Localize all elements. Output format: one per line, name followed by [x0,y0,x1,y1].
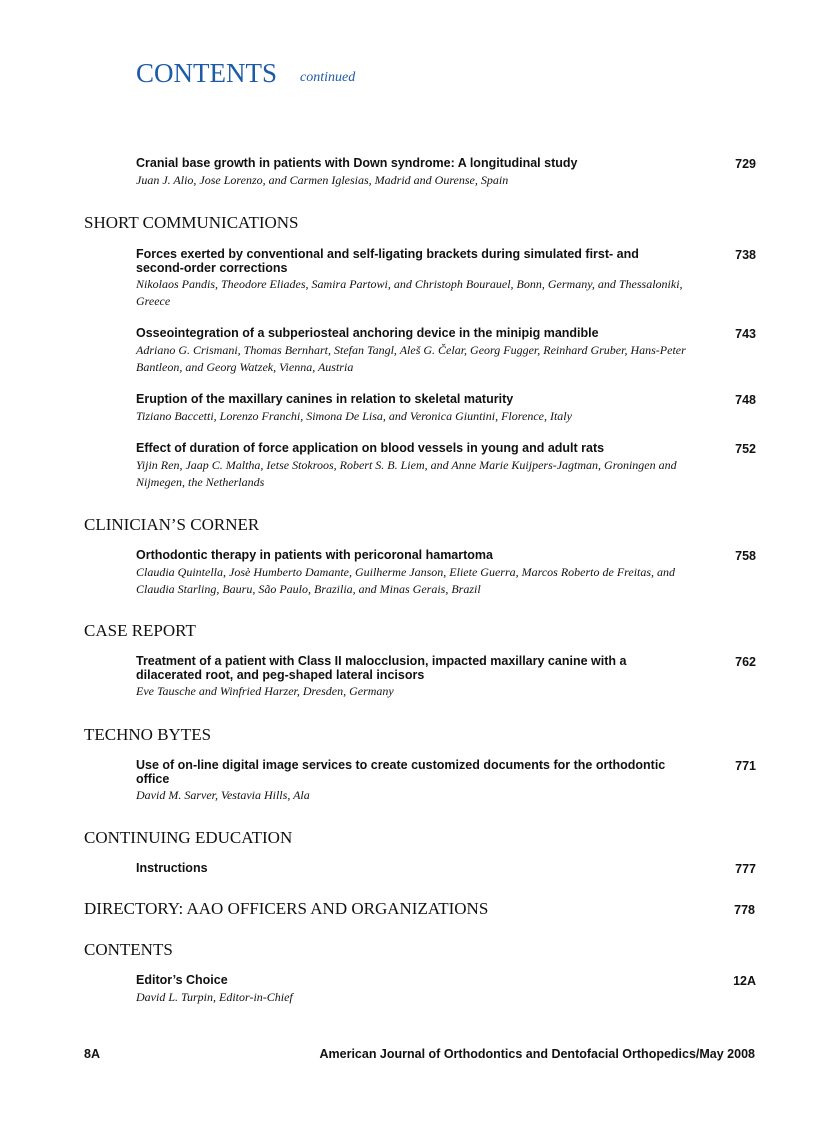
entry-title[interactable]: Editor’s Choice [136,973,228,987]
entry-page: 743 [735,327,756,341]
entry-authors: Juan J. Alio, Jose Lorenzo, and Carmen Iglesias, Madrid and Ourense, Spain [136,172,509,187]
toc-entry[interactable] [136,655,756,700]
toc-entry[interactable] [136,157,756,189]
toc-entry[interactable] [136,442,756,491]
entry-authors: Tiziano Baccetti, Lorenzo Franchi, Simona De Lisa, and Veronica Giuntini, Florence, Italy [136,408,572,423]
entry-title[interactable]: Effect of duration of force application on blood vessels in young and adult rats [136,441,605,455]
entry-page: 771 [735,759,756,773]
section-page: 778 [734,903,755,917]
entry-title[interactable]: Cranial base growth in patients with Down syndrome: A longitudinal study [136,156,578,170]
entry-title[interactable]: Orthodontic therapy in patients with pericoronal hamartoma [136,548,493,562]
entry-page: 748 [735,393,756,407]
entry-authors: Adriano G. Crismani, Thomas Bernhart, Stefan Tangl, Aleš G. Čelar, Georg Fugger, Reinhard Gruber, Hans-Peter Bantleon, and Georg Watzek, Vienna, Austria [136,342,686,374]
entry-page: 12A [733,974,756,988]
entry-page: 758 [735,549,756,563]
page-subtitle: continued [300,70,356,85]
section-heading: TECHNO BYTES [84,725,212,744]
entry-page: 777 [735,862,756,876]
entry-title[interactable]: Eruption of the maxillary canines in relation to skeletal maturity [136,392,514,406]
entry-title[interactable]: Instructions [136,861,208,875]
toc-entry[interactable] [136,248,756,310]
page-title: CONTENTS [136,58,277,88]
entry-authors: Yijin Ren, Jaap C. Maltha, Ietse Stokroos, Robert S. B. Liem, and Anne Marie Kuijpers-Jagtman, Groningen and Nijmegen, the Netherlands [136,457,677,489]
entry-authors: David M. Sarver, Vestavia Hills, Ala [136,788,310,802]
entry-authors: David L. Turpin, Editor-in-Chief [136,989,293,1004]
section-heading: CASE REPORT [84,621,196,640]
entry-page: 738 [735,248,756,262]
entry-page: 729 [735,157,756,171]
entry-page: 762 [735,655,756,669]
footer-journal: American Journal of Orthodontics and Dentofacial Orthopedics/May 2008 [319,1047,755,1061]
entry-title[interactable]: Forces exerted by conventional and self-ligating brackets during simulated first- and second-order corrections [136,247,639,275]
section-heading: CLINICIAN’S CORNER [84,515,260,534]
toc-entry[interactable] [136,393,756,425]
toc-entry[interactable] [136,549,756,598]
section-heading[interactable]: DIRECTORY: AAO OFFICERS AND ORGANIZATIONS [84,899,489,918]
entry-authors: Claudia Quintella, Josè Humberto Damante, Guilherme Janson, Eliete Guerra, Marcos Roberto de Freitas, and Claudia Starling, Bauru, São Paulo, Brazilia, and Minas Gerais, Brazil [136,564,676,596]
entry-authors: Nikolaos Pandis, Theodore Eliades, Samira Partowi, and Christoph Bourauel, Bonn, Germany, and Thessaloniki, Greece [136,277,683,308]
entry-title[interactable]: Use of on-line digital image services to create customized documents for the orthodontic office [136,758,666,786]
section-heading: SHORT COMMUNICATIONS [84,213,299,232]
toc-entry[interactable] [136,862,756,876]
entry-authors: Eve Tausche and Winfried Harzer, Dresden, Germany [136,684,394,698]
entry-page: 752 [735,442,756,456]
toc-entry[interactable] [136,974,756,1006]
toc-entry[interactable] [136,759,756,804]
entry-title[interactable]: Treatment of a patient with Class II malocclusion, impacted maxillary canine with a dilacerated root, and peg-shaped lateral incisors [136,654,627,682]
section-heading: CONTENTS [84,940,173,959]
footer-page-number: 8A [84,1047,100,1061]
entry-title[interactable]: Osseointegration of a subperiosteal anchoring device in the minipig mandible [136,326,599,340]
toc-entry[interactable] [136,327,756,376]
section-heading: CONTINUING EDUCATION [84,828,293,847]
